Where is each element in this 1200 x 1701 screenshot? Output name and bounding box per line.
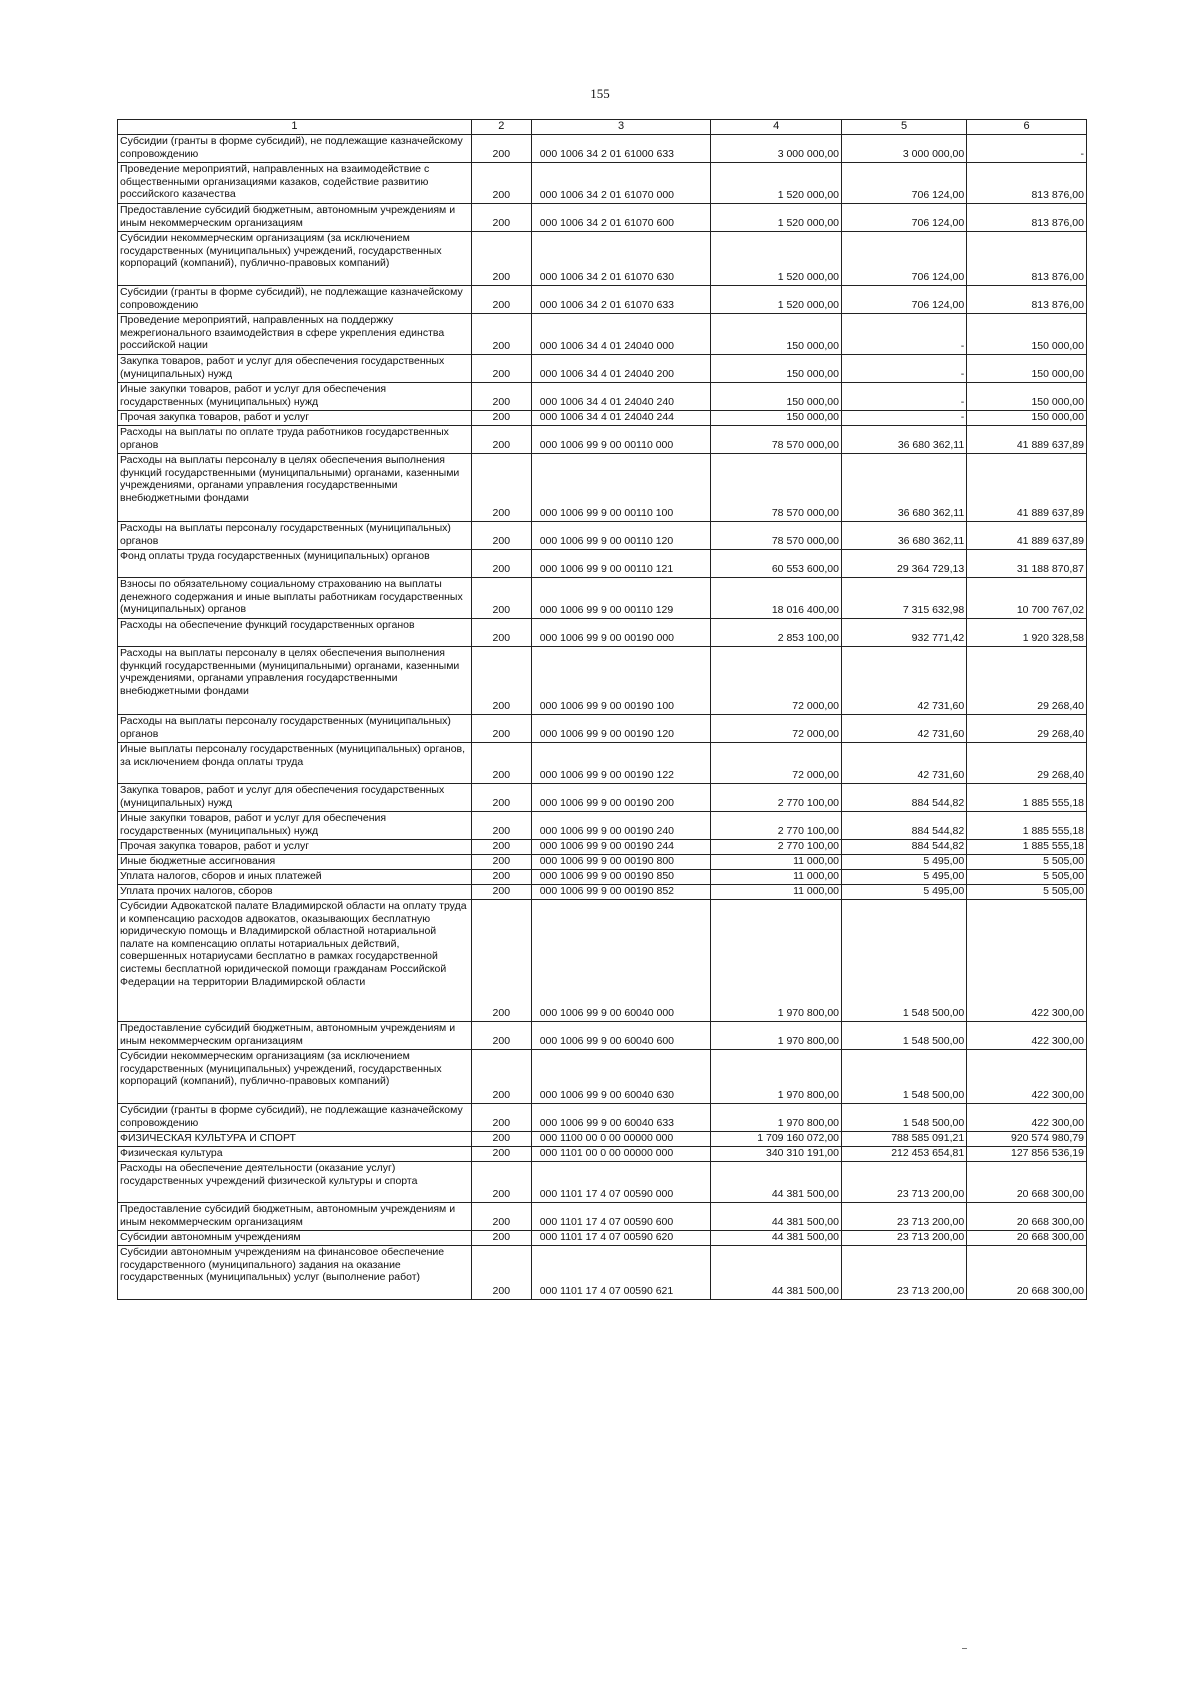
executed-amount-cell: - [842, 383, 967, 411]
row-name-cell: Субсидии некоммерческим организациям (за исключением государственных (муниципальных) учреждений, государственных корпораций (компаний), публично-правовых компаний) [118, 1050, 472, 1104]
table-row [118, 314, 1087, 355]
executed-amount-cell: 788 585 091,21 [842, 1132, 967, 1147]
classification-code-cell: 000 1006 99 9 00 00110 121 [531, 550, 711, 578]
unexecuted-amount-cell: 5 505,00 [967, 885, 1087, 900]
column-header: 2 [471, 120, 531, 135]
classification-code-cell: 000 1006 99 9 00 00110 100 [531, 454, 711, 522]
unexecuted-amount-cell: 813 876,00 [967, 286, 1087, 314]
table-row [118, 1162, 1087, 1203]
row-code-cell: 200 [471, 715, 531, 743]
unexecuted-amount-cell: 20 668 300,00 [967, 1162, 1087, 1203]
unexecuted-amount-cell: 29 268,40 [967, 647, 1087, 715]
approved-amount-cell: 2 853 100,00 [711, 619, 842, 647]
table-row [118, 855, 1087, 870]
row-name-cell: Уплата прочих налогов, сборов [118, 885, 472, 900]
executed-amount-cell: 7 315 632,98 [842, 578, 967, 619]
unexecuted-amount-cell: 41 889 637,89 [967, 426, 1087, 454]
table-row [118, 647, 1087, 715]
approved-amount-cell: 72 000,00 [711, 647, 842, 715]
classification-code-cell: 000 1006 99 9 00 00190 850 [531, 870, 711, 885]
classification-code-cell: 000 1101 00 0 00 00000 000 [531, 1147, 711, 1162]
classification-code-cell: 000 1006 99 9 00 00190 852 [531, 885, 711, 900]
row-name-cell: Расходы на обеспечение функций государственных органов [118, 619, 472, 647]
unexecuted-amount-cell: - [967, 135, 1087, 163]
row-name-cell: Расходы на обеспечение деятельности (оказание услуг) государственных учреждений физической культуры и спорта [118, 1162, 472, 1203]
table-row [118, 411, 1087, 426]
row-code-cell: 200 [471, 550, 531, 578]
row-code-cell: 200 [471, 1162, 531, 1203]
row-code-cell: 200 [471, 743, 531, 784]
table-row [118, 550, 1087, 578]
approved-amount-cell: 44 381 500,00 [711, 1231, 842, 1246]
classification-code-cell: 000 1006 34 2 01 61070 630 [531, 232, 711, 286]
table-row [118, 163, 1087, 204]
row-code-cell: 200 [471, 204, 531, 232]
row-name-cell: Фонд оплаты труда государственных (муниципальных) органов [118, 550, 472, 578]
classification-code-cell: 000 1006 99 9 00 00190 800 [531, 855, 711, 870]
executed-amount-cell: - [842, 355, 967, 383]
row-name-cell: Прочая закупка товаров, работ и услуг [118, 411, 472, 426]
approved-amount-cell: 1 520 000,00 [711, 204, 842, 232]
row-name-cell: Иные закупки товаров, работ и услуг для обеспечения государственных (муниципальных) нужд [118, 383, 472, 411]
executed-amount-cell: 706 124,00 [842, 204, 967, 232]
classification-code-cell: 000 1101 17 4 07 00590 621 [531, 1246, 711, 1300]
approved-amount-cell: 78 570 000,00 [711, 454, 842, 522]
table-row [118, 578, 1087, 619]
approved-amount-cell: 1 970 800,00 [711, 900, 842, 1022]
unexecuted-amount-cell: 150 000,00 [967, 383, 1087, 411]
row-name-cell: Расходы на выплаты персоналу государственных (муниципальных) органов [118, 522, 472, 550]
approved-amount-cell: 2 770 100,00 [711, 784, 842, 812]
executed-amount-cell: 23 713 200,00 [842, 1203, 967, 1231]
row-code-cell: 200 [471, 1104, 531, 1132]
row-code-cell: 200 [471, 355, 531, 383]
executed-amount-cell: 706 124,00 [842, 163, 967, 204]
row-name-cell: Расходы на выплаты персоналу в целях обеспечения выполнения функций государственными (муниципальными) органами, казенными учреждениями, органами управления государственными внебюджетными фондами [118, 647, 472, 715]
classification-code-cell: 000 1101 17 4 07 00590 600 [531, 1203, 711, 1231]
classification-code-cell: 000 1006 99 9 00 00110 120 [531, 522, 711, 550]
table-row [118, 204, 1087, 232]
unexecuted-amount-cell: 31 188 870,87 [967, 550, 1087, 578]
row-name-cell: Проведение мероприятий, направленных на взаимодействие с общественными организациями казаков, содействие развитию российского казачества [118, 163, 472, 204]
table-row [118, 355, 1087, 383]
classification-code-cell: 000 1100 00 0 00 00000 000 [531, 1132, 711, 1147]
approved-amount-cell: 1 970 800,00 [711, 1022, 842, 1050]
classification-code-cell: 000 1006 34 4 01 24040 244 [531, 411, 711, 426]
approved-amount-cell: 1 520 000,00 [711, 163, 842, 204]
row-name-cell: Закупка товаров, работ и услуг для обеспечения государственных (муниципальных) нужд [118, 784, 472, 812]
classification-code-cell: 000 1006 99 9 00 00190 244 [531, 840, 711, 855]
table-row [118, 454, 1087, 522]
row-name-cell: Иные бюджетные ассигнования [118, 855, 472, 870]
table-row [118, 1022, 1087, 1050]
row-code-cell: 200 [471, 1050, 531, 1104]
table-row [118, 900, 1087, 1022]
table-row [118, 784, 1087, 812]
approved-amount-cell: 2 770 100,00 [711, 812, 842, 840]
row-code-cell: 200 [471, 619, 531, 647]
unexecuted-amount-cell: 150 000,00 [967, 411, 1087, 426]
classification-code-cell: 000 1006 99 9 00 60040 630 [531, 1050, 711, 1104]
row-name-cell: Субсидии (гранты в форме субсидий), не подлежащие казначейскому сопровождению [118, 135, 472, 163]
approved-amount-cell: 1 520 000,00 [711, 232, 842, 286]
row-name-cell: Взносы по обязательному социальному страхованию на выплаты денежного содержания и иные выплаты работникам государственных (муниципальных) органов [118, 578, 472, 619]
row-code-cell: 200 [471, 900, 531, 1022]
column-header: 3 [531, 120, 711, 135]
table-row [118, 619, 1087, 647]
classification-code-cell: 000 1006 99 9 00 60040 000 [531, 900, 711, 1022]
approved-amount-cell: 60 553 600,00 [711, 550, 842, 578]
executed-amount-cell: 42 731,60 [842, 715, 967, 743]
row-code-cell: 200 [471, 1203, 531, 1231]
row-code-cell: 200 [471, 411, 531, 426]
approved-amount-cell: 150 000,00 [711, 411, 842, 426]
approved-amount-cell: 72 000,00 [711, 715, 842, 743]
unexecuted-amount-cell: 150 000,00 [967, 314, 1087, 355]
row-code-cell: 200 [471, 1022, 531, 1050]
unexecuted-amount-cell: 41 889 637,89 [967, 454, 1087, 522]
approved-amount-cell: 1 970 800,00 [711, 1050, 842, 1104]
classification-code-cell: 000 1006 34 4 01 24040 200 [531, 355, 711, 383]
budget-execution-table [117, 119, 1087, 1300]
table-row [118, 1050, 1087, 1104]
row-name-cell: Расходы на выплаты по оплате труда работников государственных органов [118, 426, 472, 454]
executed-amount-cell: 36 680 362,11 [842, 522, 967, 550]
unexecuted-amount-cell: 1 920 328,58 [967, 619, 1087, 647]
approved-amount-cell: 44 381 500,00 [711, 1203, 842, 1231]
row-code-cell: 200 [471, 135, 531, 163]
table-row [118, 383, 1087, 411]
unexecuted-amount-cell: 20 668 300,00 [967, 1231, 1087, 1246]
executed-amount-cell: 5 495,00 [842, 870, 967, 885]
classification-code-cell: 000 1006 99 9 00 00190 240 [531, 812, 711, 840]
classification-code-cell: 000 1006 99 9 00 00190 122 [531, 743, 711, 784]
unexecuted-amount-cell: 1 885 555,18 [967, 784, 1087, 812]
approved-amount-cell: 44 381 500,00 [711, 1246, 842, 1300]
unexecuted-amount-cell: 5 505,00 [967, 870, 1087, 885]
unexecuted-amount-cell: 813 876,00 [967, 163, 1087, 204]
unexecuted-amount-cell: 920 574 980,79 [967, 1132, 1087, 1147]
page-number: 155 [590, 86, 610, 101]
row-code-cell: 200 [471, 1147, 531, 1162]
classification-code-cell: 000 1006 34 2 01 61070 000 [531, 163, 711, 204]
row-code-cell: 200 [471, 647, 531, 715]
row-name-cell: Расходы на выплаты персоналу в целях обеспечения выполнения функций государственными (муниципальными) органами, казенными учреждениями, органами управления государственными внебюджетными фондами [118, 454, 472, 522]
unexecuted-amount-cell: 127 856 536,19 [967, 1147, 1087, 1162]
classification-code-cell: 000 1006 99 9 00 00190 120 [531, 715, 711, 743]
row-name-cell: Уплата налогов, сборов и иных платежей [118, 870, 472, 885]
unexecuted-amount-cell: 41 889 637,89 [967, 522, 1087, 550]
executed-amount-cell: 1 548 500,00 [842, 1050, 967, 1104]
executed-amount-cell: 1 548 500,00 [842, 900, 967, 1022]
executed-amount-cell: 36 680 362,11 [842, 454, 967, 522]
row-code-cell: 200 [471, 870, 531, 885]
executed-amount-cell: 884 544,82 [842, 812, 967, 840]
executed-amount-cell: 23 713 200,00 [842, 1162, 967, 1203]
row-name-cell: Закупка товаров, работ и услуг для обеспечения государственных (муниципальных) нужд [118, 355, 472, 383]
table-row [118, 522, 1087, 550]
row-name-cell: Субсидии автономным учреждениям [118, 1231, 472, 1246]
unexecuted-amount-cell: 5 505,00 [967, 855, 1087, 870]
row-name-cell: Иные закупки товаров, работ и услуг для обеспечения государственных (муниципальных) нужд [118, 812, 472, 840]
approved-amount-cell: 150 000,00 [711, 383, 842, 411]
approved-amount-cell: 1 709 160 072,00 [711, 1132, 842, 1147]
row-name-cell: Предоставление субсидий бюджетным, автономным учреждениям и иным некоммерческим организациям [118, 1022, 472, 1050]
table-row [118, 135, 1087, 163]
unexecuted-amount-cell: 150 000,00 [967, 355, 1087, 383]
executed-amount-cell: 212 453 654,81 [842, 1147, 967, 1162]
row-code-cell: 200 [471, 426, 531, 454]
classification-code-cell: 000 1006 99 9 00 00190 200 [531, 784, 711, 812]
classification-code-cell: 000 1006 99 9 00 00190 000 [531, 619, 711, 647]
row-code-cell: 200 [471, 812, 531, 840]
executed-amount-cell: 5 495,00 [842, 885, 967, 900]
executed-amount-cell: 884 544,82 [842, 840, 967, 855]
row-name-cell: Иные выплаты персоналу государственных (муниципальных) органов, за исключением фонда оплаты труда [118, 743, 472, 784]
executed-amount-cell: 29 364 729,13 [842, 550, 967, 578]
row-name-cell: Субсидии некоммерческим организациям (за исключением государственных (муниципальных) учреждений, государственных корпораций (компаний), публично-правовых компаний) [118, 232, 472, 286]
executed-amount-cell: 23 713 200,00 [842, 1246, 967, 1300]
executed-amount-cell: 706 124,00 [842, 286, 967, 314]
table-row [118, 812, 1087, 840]
executed-amount-cell: 42 731,60 [842, 743, 967, 784]
row-code-cell: 200 [471, 885, 531, 900]
scan-mark [962, 1648, 967, 1649]
row-name-cell: Предоставление субсидий бюджетным, автономным учреждениям и иным некоммерческим организациям [118, 1203, 472, 1231]
row-code-cell: 200 [471, 1231, 531, 1246]
classification-code-cell: 000 1006 34 2 01 61070 633 [531, 286, 711, 314]
table-row [118, 743, 1087, 784]
approved-amount-cell: 3 000 000,00 [711, 135, 842, 163]
unexecuted-amount-cell: 20 668 300,00 [967, 1246, 1087, 1300]
table-row [118, 1246, 1087, 1300]
row-name-cell: Расходы на выплаты персоналу государственных (муниципальных) органов [118, 715, 472, 743]
table-row [118, 426, 1087, 454]
approved-amount-cell: 11 000,00 [711, 855, 842, 870]
classification-code-cell: 000 1006 34 4 01 24040 240 [531, 383, 711, 411]
table-row [118, 870, 1087, 885]
table-row [118, 1147, 1087, 1162]
row-code-cell: 200 [471, 454, 531, 522]
executed-amount-cell: - [842, 411, 967, 426]
row-code-cell: 200 [471, 1132, 531, 1147]
approved-amount-cell: 1 520 000,00 [711, 286, 842, 314]
row-code-cell: 200 [471, 314, 531, 355]
table-row [118, 1132, 1087, 1147]
unexecuted-amount-cell: 422 300,00 [967, 1104, 1087, 1132]
approved-amount-cell: 78 570 000,00 [711, 522, 842, 550]
approved-amount-cell: 72 000,00 [711, 743, 842, 784]
unexecuted-amount-cell: 1 885 555,18 [967, 812, 1087, 840]
unexecuted-amount-cell: 20 668 300,00 [967, 1203, 1087, 1231]
executed-amount-cell: 5 495,00 [842, 855, 967, 870]
executed-amount-cell: 36 680 362,11 [842, 426, 967, 454]
row-code-cell: 200 [471, 163, 531, 204]
table-row [118, 1203, 1087, 1231]
row-name-cell: Проведение мероприятий, направленных на поддержку межрегионального взаимодействия в сфере укрепления единства российской нации [118, 314, 472, 355]
table-row [118, 1231, 1087, 1246]
column-header: 5 [842, 120, 967, 135]
executed-amount-cell: 23 713 200,00 [842, 1231, 967, 1246]
row-code-cell: 200 [471, 383, 531, 411]
row-code-cell: 200 [471, 232, 531, 286]
classification-code-cell: 000 1006 34 2 01 61070 600 [531, 204, 711, 232]
classification-code-cell: 000 1006 99 9 00 60040 633 [531, 1104, 711, 1132]
executed-amount-cell: 42 731,60 [842, 647, 967, 715]
row-name-cell: Субсидии (гранты в форме субсидий), не подлежащие казначейскому сопровождению [118, 1104, 472, 1132]
table-row [118, 286, 1087, 314]
row-code-cell: 200 [471, 286, 531, 314]
classification-code-cell: 000 1006 99 9 00 00110 129 [531, 578, 711, 619]
table-row [118, 840, 1087, 855]
classification-code-cell: 000 1006 99 9 00 00110 000 [531, 426, 711, 454]
executed-amount-cell: 706 124,00 [842, 232, 967, 286]
unexecuted-amount-cell: 813 876,00 [967, 204, 1087, 232]
classification-code-cell: 000 1101 17 4 07 00590 620 [531, 1231, 711, 1246]
executed-amount-cell: 884 544,82 [842, 784, 967, 812]
approved-amount-cell: 11 000,00 [711, 870, 842, 885]
row-name-cell: Субсидии (гранты в форме субсидий), не подлежащие казначейскому сопровождению [118, 286, 472, 314]
unexecuted-amount-cell: 29 268,40 [967, 715, 1087, 743]
executed-amount-cell: 932 771,42 [842, 619, 967, 647]
table-row [118, 232, 1087, 286]
classification-code-cell: 000 1101 17 4 07 00590 000 [531, 1162, 711, 1203]
unexecuted-amount-cell: 422 300,00 [967, 1022, 1087, 1050]
row-name-cell: Субсидии автономным учреждениям на финансовое обеспечение государственного (муниципального) задания на оказание государственных (муниципальных) услуг (выполнение работ) [118, 1246, 472, 1300]
executed-amount-cell: 1 548 500,00 [842, 1022, 967, 1050]
row-name-cell: Прочая закупка товаров, работ и услуг [118, 840, 472, 855]
executed-amount-cell: 3 000 000,00 [842, 135, 967, 163]
approved-amount-cell: 2 770 100,00 [711, 840, 842, 855]
classification-code-cell: 000 1006 34 2 01 61000 633 [531, 135, 711, 163]
row-code-cell: 200 [471, 522, 531, 550]
unexecuted-amount-cell: 422 300,00 [967, 900, 1087, 1022]
row-name-cell: Физическая культура [118, 1147, 472, 1162]
approved-amount-cell: 18 016 400,00 [711, 578, 842, 619]
row-name-cell: Предоставление субсидий бюджетным, автономным учреждениям и иным некоммерческим организациям [118, 204, 472, 232]
unexecuted-amount-cell: 29 268,40 [967, 743, 1087, 784]
approved-amount-cell: 340 310 191,00 [711, 1147, 842, 1162]
table-row [118, 1104, 1087, 1132]
unexecuted-amount-cell: 422 300,00 [967, 1050, 1087, 1104]
row-code-cell: 200 [471, 1246, 531, 1300]
executed-amount-cell: - [842, 314, 967, 355]
approved-amount-cell: 1 970 800,00 [711, 1104, 842, 1132]
unexecuted-amount-cell: 1 885 555,18 [967, 840, 1087, 855]
classification-code-cell: 000 1006 34 4 01 24040 000 [531, 314, 711, 355]
executed-amount-cell: 1 548 500,00 [842, 1104, 967, 1132]
approved-amount-cell: 150 000,00 [711, 314, 842, 355]
classification-code-cell: 000 1006 99 9 00 00190 100 [531, 647, 711, 715]
unexecuted-amount-cell: 813 876,00 [967, 232, 1087, 286]
table-row [118, 885, 1087, 900]
approved-amount-cell: 150 000,00 [711, 355, 842, 383]
approved-amount-cell: 78 570 000,00 [711, 426, 842, 454]
approved-amount-cell: 44 381 500,00 [711, 1162, 842, 1203]
table-row [118, 715, 1087, 743]
classification-code-cell: 000 1006 99 9 00 60040 600 [531, 1022, 711, 1050]
row-code-cell: 200 [471, 855, 531, 870]
approved-amount-cell: 11 000,00 [711, 885, 842, 900]
column-header: 4 [711, 120, 842, 135]
row-code-cell: 200 [471, 784, 531, 812]
column-header: 1 [118, 120, 472, 135]
row-code-cell: 200 [471, 578, 531, 619]
row-code-cell: 200 [471, 840, 531, 855]
unexecuted-amount-cell: 10 700 767,02 [967, 578, 1087, 619]
row-name-cell: Субсидии Адвокатской палате Владимирской области на оплату труда и компенсацию расходов адвокатов, оказывающих бесплатную юридическую помощь и Владимирской областной нотариальной палате на компенсацию оплаты нотариальных действий, совершенных нотариусами бесплатно в рамках государственной системы бесплатной юридической помощи гражданам Российской Федерации на территории Владимирской области [118, 900, 472, 1022]
row-name-cell: ФИЗИЧЕСКАЯ КУЛЬТУРА И СПОРТ [118, 1132, 472, 1147]
column-header: 6 [967, 120, 1087, 135]
column-number-row [118, 120, 1087, 135]
